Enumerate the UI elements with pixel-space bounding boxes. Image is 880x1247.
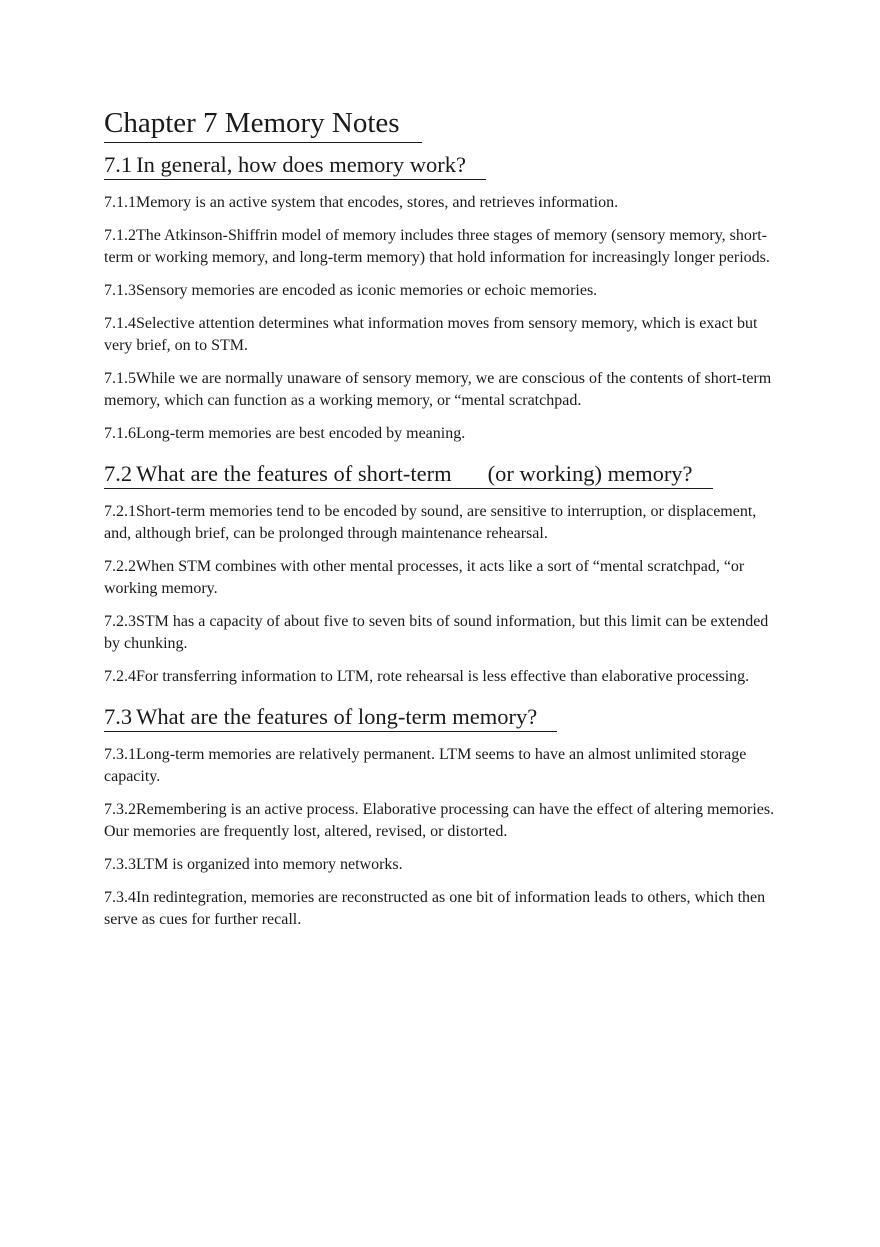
- item-text: Long-term memories are best encoded by meaning.: [136, 425, 466, 442]
- item-text: Sensory memories are encoded as iconic memories or echoic memories.: [136, 282, 598, 299]
- item-text: Selective attention determines what information moves from sensory memory, which is exact but very brief, on to STM.: [104, 315, 758, 354]
- section-title-continued: (or working) memory?: [487, 461, 693, 486]
- list-item: [104, 225, 784, 269]
- item-text: Remembering is an active process. Elaborative processing can have the effect of altering memories. Our memories are frequently lost, altered, revised, or distorted.: [104, 801, 775, 840]
- list-item: [104, 313, 784, 357]
- item-number: 7.1.6: [104, 425, 136, 442]
- item-number: 7.2.4: [104, 668, 136, 685]
- list-item: [104, 854, 784, 876]
- item-text: The Atkinson-Shiffrin model of memory includes three stages of memory (sensory memory, short-term or working memory, and long-term memory) that hold information for increasingly longer periods.: [104, 227, 770, 266]
- item-text: In redintegration, memories are reconstructed as one bit of information leads to others, which then serve as cues for further recall.: [104, 889, 766, 928]
- chapter-title: Chapter 7 Memory Notes: [104, 104, 422, 143]
- item-list: [104, 501, 784, 688]
- item-number: 7.3.4: [104, 889, 136, 906]
- section-title: What are the features of long-term memory?: [136, 704, 538, 729]
- item-text: LTM is organized into memory networks.: [136, 856, 403, 873]
- item-number: 7.2.3: [104, 613, 136, 630]
- section-7-1: [104, 147, 784, 445]
- item-text: For transferring information to LTM, rote rehearsal is less effective than elaborative processing.: [136, 668, 750, 685]
- section-title: What are the features of short-term: [136, 461, 452, 486]
- document-page: [104, 104, 784, 942]
- list-item: [104, 280, 784, 302]
- section-heading: [104, 151, 486, 180]
- section-7-3: [104, 699, 784, 931]
- item-number: 7.3.2: [104, 801, 136, 818]
- item-text: Short-term memories tend to be encoded by sound, are sensitive to interruption, or displacement, and, although brief, can be prolonged through maintenance rehearsal.: [104, 503, 757, 542]
- list-item: [104, 556, 784, 600]
- section-title: In general, how does memory work?: [136, 152, 467, 177]
- item-number: 7.1.4: [104, 315, 136, 332]
- list-item: [104, 501, 784, 545]
- item-number: 7.3.1: [104, 746, 136, 763]
- section-7-2: [104, 456, 784, 688]
- section-heading: [104, 460, 713, 489]
- list-item: [104, 192, 784, 214]
- item-list: [104, 744, 784, 931]
- list-item: [104, 666, 784, 688]
- section-number: 7.2: [104, 461, 133, 486]
- list-item: [104, 887, 784, 931]
- item-number: 7.3.3: [104, 856, 136, 873]
- item-text: STM has a capacity of about five to seven bits of sound information, but this limit can be extended by chunking.: [104, 613, 769, 652]
- item-text: When STM combines with other mental processes, it acts like a sort of “mental scratchpad, “or working memory.: [104, 558, 745, 597]
- list-item: [104, 744, 784, 788]
- item-number: 7.1.3: [104, 282, 136, 299]
- list-item: [104, 611, 784, 655]
- item-number: 7.1.2: [104, 227, 136, 244]
- item-text: Long-term memories are relatively permanent. LTM seems to have an almost unlimited storage capacity.: [104, 746, 747, 785]
- item-number: 7.1.1: [104, 194, 136, 211]
- item-number: 7.1.5: [104, 370, 136, 387]
- list-item: [104, 368, 784, 412]
- section-heading: [104, 703, 557, 732]
- item-list: [104, 192, 784, 445]
- list-item: [104, 799, 784, 843]
- item-number: 7.2.1: [104, 503, 136, 520]
- section-number: 7.1: [104, 152, 133, 177]
- section-number: 7.3: [104, 704, 133, 729]
- item-number: 7.2.2: [104, 558, 136, 575]
- item-text: While we are normally unaware of sensory memory, we are conscious of the contents of short-term memory, which can function as a working memory, or “mental scratchpad.: [104, 370, 772, 409]
- list-item: [104, 423, 784, 445]
- item-text: Memory is an active system that encodes, stores, and retrieves information.: [136, 194, 619, 211]
